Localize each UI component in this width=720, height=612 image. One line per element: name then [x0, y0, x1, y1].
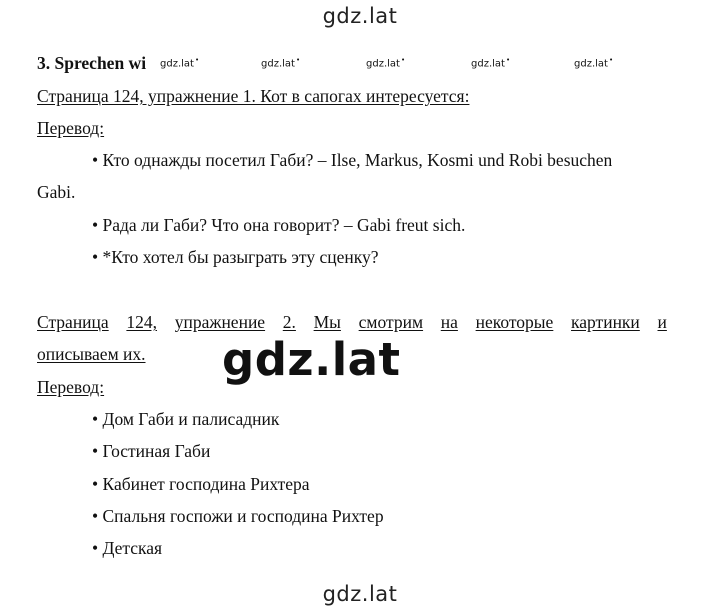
exercise-2-item-3: • Кабинет господина Рихтера	[92, 474, 310, 494]
exercise-2-title-word: на	[440, 312, 458, 332]
exercise-1-item-1-text: • Кто однажды посетил Габи? – Ilse, Markus, Kosmi und Robi besuchen	[92, 150, 613, 170]
exercise-1-item-3: • *Кто хотел бы разыграть эту сценку?	[92, 247, 379, 267]
exercise-2-title-word: некоторые	[475, 312, 554, 332]
exercise-1-item-2: • Рада ли Габи? Что она говорит? – Gabi freut sich.	[92, 215, 466, 235]
exercise-2-title-word: смотрим	[358, 312, 424, 332]
exercise-2-item-4: • Спальня госпожи и господина Рихтер	[92, 506, 384, 526]
exercise-2-title-line-2: описываем их.	[37, 344, 146, 364]
exercise-2-title-word: 124,	[126, 312, 158, 332]
watermark-small-2: gdz.lat •	[261, 56, 300, 69]
watermark-top: gdz.lat	[322, 4, 398, 28]
exercise-2-item-1: • Дом Габи и палисадник	[92, 409, 280, 429]
exercise-2-title-word: упражнение	[174, 312, 266, 332]
exercise-1-item-1	[92, 152, 666, 170]
exercise-2-title	[37, 314, 667, 332]
exercise-2-item-5: • Детская	[92, 538, 163, 558]
watermark-small-4: gdz.lat •	[471, 56, 510, 69]
exercise-1-item-1-cont: Gabi.	[37, 182, 76, 202]
exercise-1-translation-label: Перевод:	[37, 118, 105, 138]
section-heading: 3. Sprechen wi	[37, 53, 147, 73]
watermark-small-1: gdz.lat •	[160, 56, 199, 69]
exercise-2-item-2: • Гостиная Габи	[92, 441, 211, 461]
exercise-2-title-word: Страница	[37, 312, 109, 332]
exercise-1-title: Страница 124, упражнение 1. Кот в сапогах интересуется:	[37, 86, 470, 106]
exercise-2-title-word: картинки	[571, 312, 640, 332]
watermark-center: gdz.lat	[222, 333, 401, 386]
watermark-small-3: gdz.lat •	[366, 56, 405, 69]
exercise-2-title-word: и	[657, 312, 667, 332]
exercise-2-title-word: Мы	[313, 312, 341, 332]
watermark-small-5: gdz.lat •	[574, 56, 613, 69]
exercise-2-translation-label: Перевод:	[37, 377, 105, 397]
watermark-bottom: gdz.lat	[322, 582, 398, 606]
exercise-2-title-word: 2.	[282, 312, 296, 332]
